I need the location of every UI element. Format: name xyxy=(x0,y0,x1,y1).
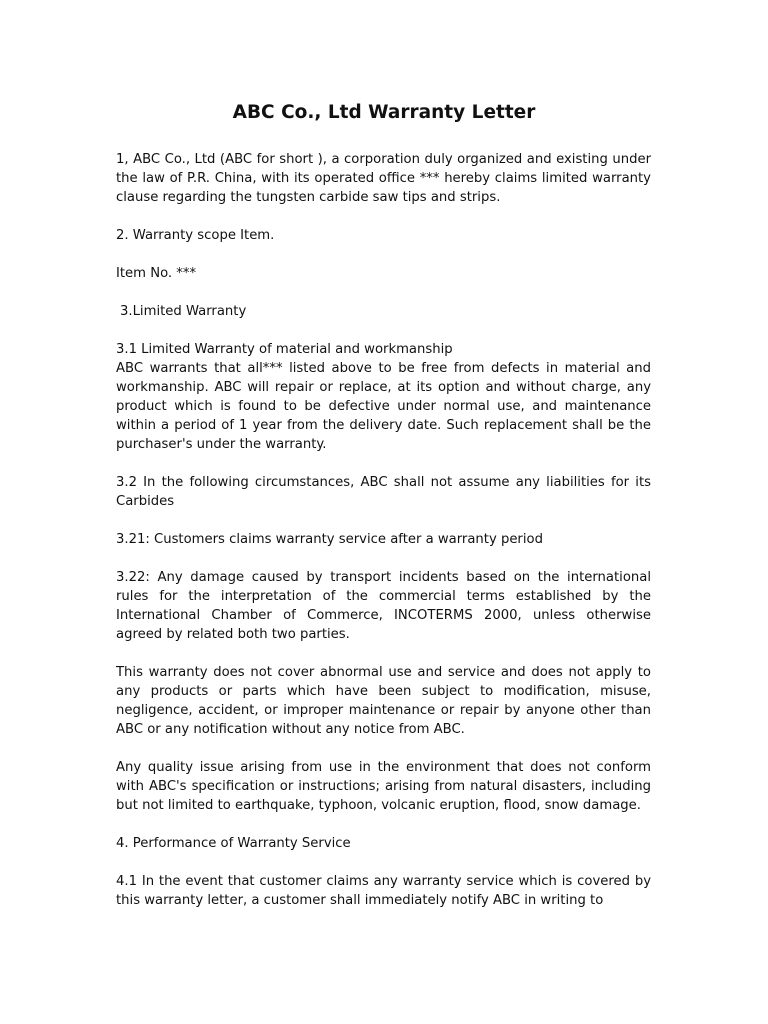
document-body xyxy=(116,150,651,929)
section-4-1: 4.1 In the event that customer claims any warranty service which is covered by this warranty letter, a customer shall immediately notify ABC in writing to xyxy=(116,874,651,908)
paragraph-quality-issues: Any quality issue arising from use in the environment that does not conform with ABC's specification or instructions; arising from natural disasters, including but not limited to earthquake, typhoon, volcanic eruption, flood, snow damage. xyxy=(116,760,651,813)
paragraph-item-number: Item No. *** xyxy=(116,266,197,281)
paragraph-3-limited-warranty: 3.Limited Warranty xyxy=(120,304,247,319)
section-3-22: 3.22: Any damage caused by transport incidents based on the international rules for the interpretation of the commercial terms established by the International Chamber of Commerce, INCOTERMS 2000, unless otherwise agreed by related both two parties. xyxy=(116,570,651,642)
section-3-1-body: ABC warrants that all*** listed above to be free from defects in material and workmanship. ABC will repair or replace, at its option and without charge, any product which is found to be defective under normal use, and maintenance within a period of 1 year from the delivery date. Such replacement shall be the purchaser's under the warranty. xyxy=(116,361,651,452)
document-title: ABC Co., Ltd Warranty Letter xyxy=(232,102,536,123)
paragraph-1-company-claim: 1, ABC Co., Ltd (ABC for short ), a corporation duly organized and existing under the law of P.R. China, with its operated office *** hereby claims limited warranty clause regarding the tungsten carbide saw tips and strips. xyxy=(116,152,651,205)
section-4-heading: 4. Performance of Warranty Service xyxy=(116,836,351,851)
section-3-1-heading: 3.1 Limited Warranty of material and workmanship xyxy=(116,342,453,357)
section-3-2: 3.2 In the following circumstances, ABC shall not assume any liabilities for its Carbides xyxy=(116,475,651,509)
paragraph-exclusions: This warranty does not cover abnormal use and service and does not apply to any products or parts which have been subject to modification, misuse, negligence, accident, or improper maintenance or repair by anyone other than ABC or any notification without any notice from ABC. xyxy=(116,665,651,737)
paragraph-2-warranty-scope: 2. Warranty scope Item. xyxy=(116,228,275,243)
section-3-21: 3.21: Customers claims warranty service after a warranty period xyxy=(116,532,543,547)
